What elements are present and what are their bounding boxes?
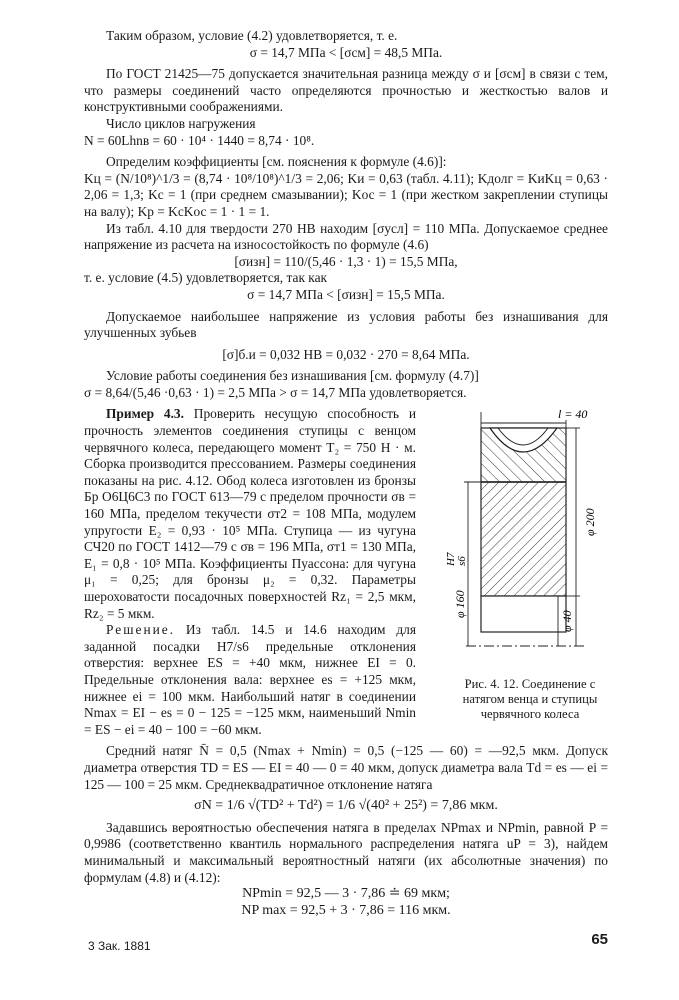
page-body	[84, 28, 608, 919]
figure-4-12	[446, 406, 614, 722]
solution-label: Решение.	[106, 622, 176, 638]
fit-upper-label: H7	[446, 553, 457, 567]
text-line: Таким образом, условие (4.2) удовлетворяется, т. е.	[106, 28, 398, 43]
dim-160-label: φ 160	[453, 590, 467, 619]
figure-caption: Рис. 4. 12. Соединение с натягом венца и ступицы червячного колеса	[462, 677, 598, 722]
paragraph: Средний натяг N̄ = 0,5 (Nmax + Nmin) = 0,5 (−125 — 60) = —92,5 мкм. Допуск диаметра отверстия TD = ES — EI = 40 — 0 = 40 мкм, допуск диаметра вала Td = es — ei = 125 — 100 = 25 мкм. Среднеквадратичное отклонение натяга	[84, 743, 608, 792]
formula-paragraph: Kц = (N/10⁸)^1/3 = (8,74 · 10⁸/10⁸)^1/3 = 2,06; Kи = 0,63 (табл. 4.11); Kдолг = KиKц = 0,63 · 2,06 = 1,3; Kс = 1 (при среднем смазывании); Kос = 1 (при жестком закреплении ступицы на валу); Kр = KсKос = 1 · 1 = 1.	[84, 170, 608, 219]
printer-mark: 3 Зак. 1881	[88, 939, 151, 953]
bore-section	[481, 596, 566, 632]
text-line: Число циклов нагружения	[106, 115, 256, 131]
formula: σ = 8,64/(5,46 ·0,63 · 1) = 2,5 МПа > σ = 14,7 МПа удовлетворяется.	[84, 384, 467, 400]
dim-width-label: l = 40	[558, 407, 588, 422]
example-text	[84, 406, 416, 738]
paragraph: Задавшись вероятностью обеспечения натяга в пределах NPmax и NPmin, равной P = 0,9986 (соответственно квантиль нормального распределения натяга uP = 3), найдем минимальный и максимальный вероятностный натяги (их абсолютные значения) по формулам (4.8) и (4.12):	[84, 819, 608, 885]
formula: σ = 14,7 МПа < [σизн] = 15,5 МПа.	[247, 286, 445, 302]
formula: N = 60Lhnв = 60 · 10⁴ · 1440 = 8,74 · 10⁸.	[84, 132, 315, 148]
solution-body: Из табл. 14.5 и 14.6 находим для заданной посадки H7/s6 предельные отклонения отверстия: верхнее ES = +40 мкм, нижнее EI = 0. Предельные отклонения вала: верхнее es = +125 мкм, нижнее ei = 100 мкм. Наибольший натяг в соединении Nmax = EI − es = 0 − 125 = −125 мкм, наименьший Nmin = ES − ei = 40 − 100 = −60 мкм.	[84, 622, 416, 737]
formula-sigma: σN = 1/6 √(TD² + Td²) = 1/6 √(40² + 25²) = 7,86 мкм.	[194, 798, 498, 814]
paragraph: Допускаемое наибольшее напряжение из условия работы без изнашивания для улучшенных зубьев	[84, 308, 608, 341]
example-label: Пример 4.3.	[106, 406, 184, 422]
paragraph: Из табл. 4.10 для твердости 270 НВ находим [σусл] = 110 МПа. Допускаемое среднее напряжение из расчета на износостойкость по формуле (4.6)	[84, 220, 608, 253]
example-body: Проверить несущую способность и прочность элементов соединения ступицы с венцом червячного колеса, передающего момент T₂ = 750 Н · м. Сборка производится прессованием. Размеры соединения показаны на рис. 4.12. Обод колеса изготовлен из бронзы Бр О6Ц6С3 по ГОСТ 613—79 с пределом прочности σв = 160 МПа, пределом текучести σт2 = 108 МПа, модулем упругости E₂ = 0,93 · 10⁵ МПа. Ступица — из чугуна СЧ20 по ГОСТ 1412—79 с σв = 196 МПа, σт1 = 130 МПа, E₁ = 0,8 · 10⁵ МПа. Коэффициенты Пуассона: для чугуна μ₁ = 0,25; для бронзы μ₂ = 0,32. Параметры шероховатости посадочных поверхностей Rz₁ = 2,5 мкм, Rz₂ = 5 мкм.	[84, 406, 416, 621]
example-block	[84, 406, 608, 738]
text-line: Условие работы соединения без изнашивания [см. формулу (4.7)]	[106, 368, 479, 384]
formula: NP max = 92,5 + 3 · 7,86 = 116 мкм.	[241, 902, 451, 918]
formula: NPmin = 92,5 — 3 · 7,86 ≐ 69 мкм;	[242, 886, 450, 902]
text-line: Определим коэффициенты [см. пояснения к формуле (4.6)]:	[106, 154, 447, 170]
hub-section	[481, 482, 566, 596]
dim-40-label: φ 40	[560, 610, 574, 633]
formula: [σ]б.и = 0,032 НВ = 0,032 · 270 = 8,64 МПа.	[222, 346, 470, 362]
formula: [σизн] = 110/(5,46 · 1,3 · 1) = 15,5 МПа,	[234, 253, 458, 269]
paragraph: По ГОСТ 21425—75 допускается значительная разница между σ и [σсм] в связи с тем, что размеры соединений часто определяются прочностью и жесткостью валов и конструктивными соображениями.	[84, 66, 608, 115]
fit-lower-label: s6	[456, 556, 468, 567]
hub-drawing	[446, 406, 614, 668]
dim-200-label: φ 200	[583, 508, 597, 537]
page-number: 65	[591, 931, 608, 948]
text-line: т. е. условие (4.5) удовлетворяется, так как	[84, 270, 328, 286]
formula: σ = 14,7 МПа < [σсм] = 48,5 МПа.	[249, 44, 443, 60]
